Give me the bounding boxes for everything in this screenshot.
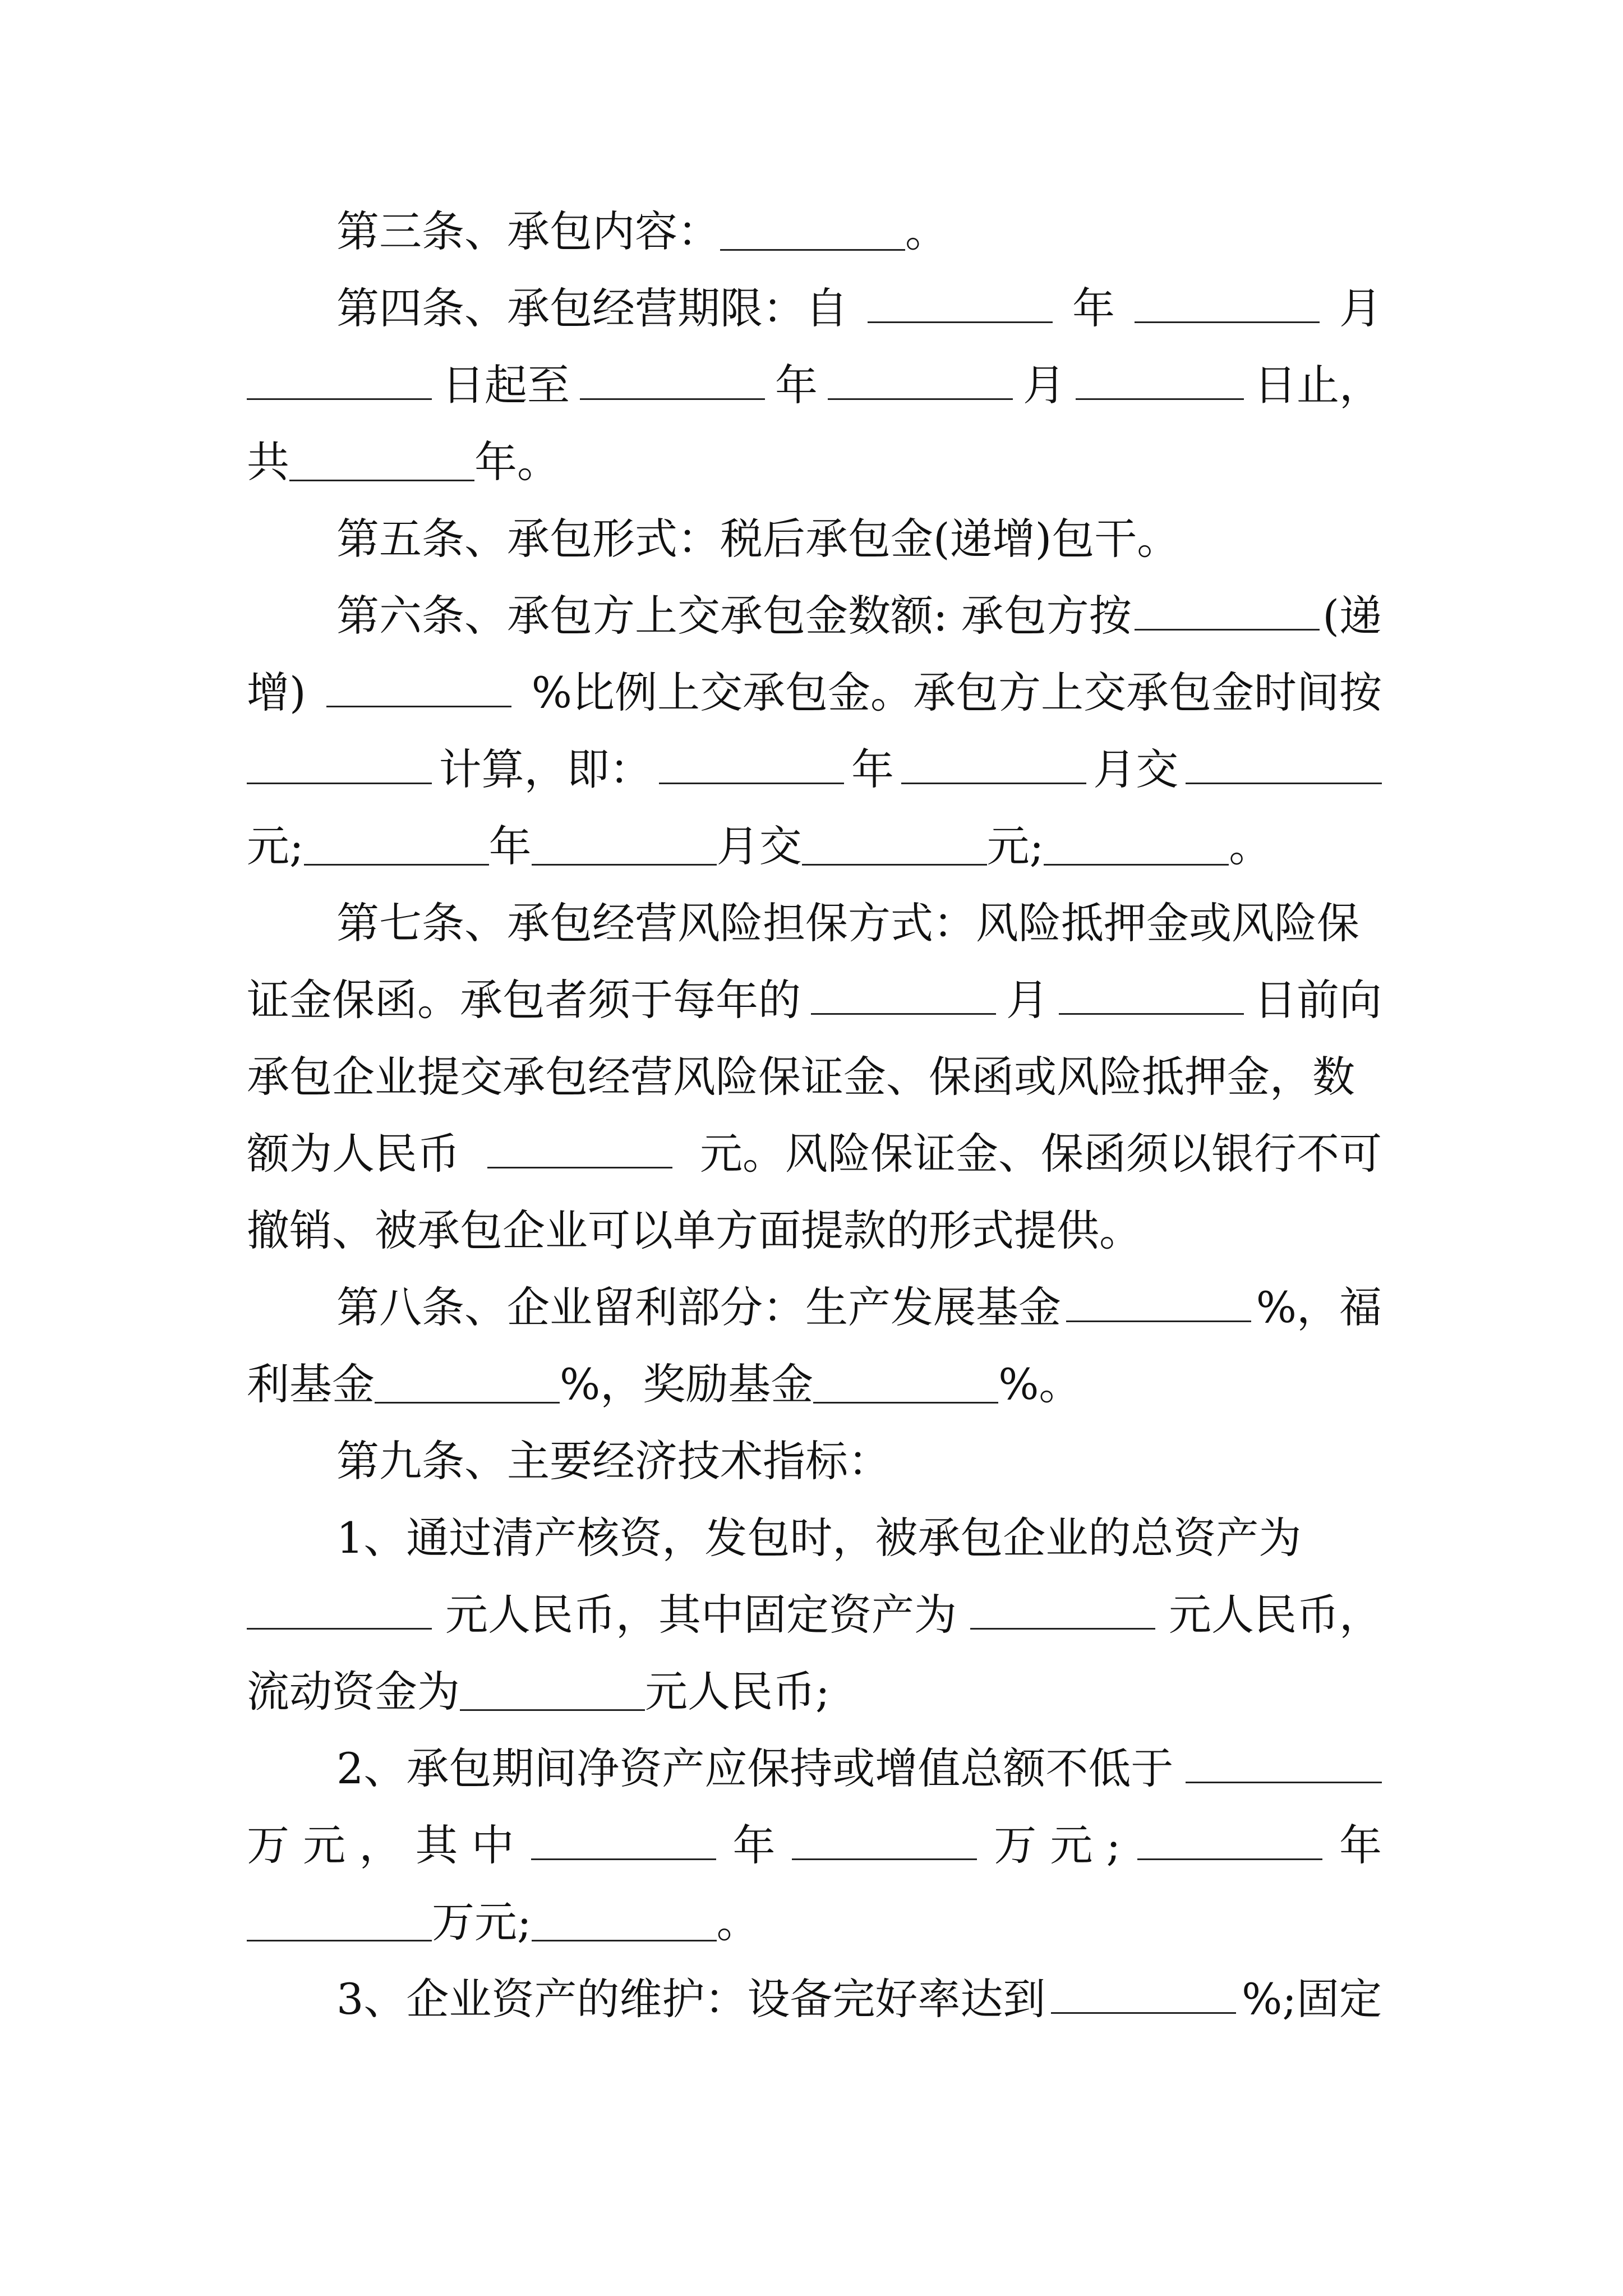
blank-field[interactable] <box>813 1363 998 1404</box>
article-6-line-1 <box>247 577 1382 654</box>
blank-field[interactable] <box>868 282 1053 323</box>
blank-field[interactable] <box>802 825 987 866</box>
article-6-text: 第六条、承包方上交承包金数额: 承包方按 <box>336 591 1132 641</box>
article-8-line-1 <box>247 1269 1382 1346</box>
text-fragment: 元。风险保证金、保函须以银行不可 <box>700 1129 1382 1179</box>
article-7-line-1 <box>247 885 1382 961</box>
blank-field[interactable] <box>1186 1742 1382 1783</box>
article-7-line-2 <box>247 961 1382 1038</box>
blank-field[interactable] <box>970 1589 1155 1630</box>
text-fragment: 流动资金为 <box>247 1667 460 1717</box>
article-3-text: 第三条、承包内容： <box>336 206 720 256</box>
blank-field[interactable] <box>375 1363 560 1404</box>
blank-field[interactable] <box>659 743 844 784</box>
item-3-line-1 <box>247 1961 1382 2037</box>
item-1-line-3 <box>247 1653 1382 1730</box>
text-fragment: 年 <box>1339 1820 1382 1870</box>
punct: 。 <box>905 206 948 256</box>
text-fragment: 月 <box>1023 360 1066 410</box>
text-fragment: 元; <box>986 821 1044 871</box>
article-6-line-2 <box>247 654 1382 731</box>
article-4-line-3 <box>247 424 1382 500</box>
blank-field[interactable] <box>1186 743 1382 784</box>
item-1-line-2 <box>247 1576 1382 1653</box>
text-fragment: 年。 <box>474 437 560 487</box>
article-8-text: 第八条、企业留利部分：生产发展基金 <box>336 1282 1061 1332</box>
article-7-text: 第七条、承包经营风险担保方式：风险抵押金或风险保 <box>336 898 1359 948</box>
blank-field[interactable] <box>304 825 489 866</box>
blank-field[interactable] <box>531 1819 716 1860</box>
blank-field[interactable] <box>247 359 432 400</box>
text-fragment: 年 <box>732 1820 776 1870</box>
blank-field[interactable] <box>811 974 996 1015</box>
article-9-text: 第九条、主要经济技术指标： <box>336 1436 891 1486</box>
text-fragment: 月交 <box>1093 744 1179 794</box>
article-6-line-4 <box>247 808 1382 885</box>
text-fragment: 撤销、被承包企业可以单方面提款的形式提供。 <box>247 1205 1142 1255</box>
blank-field[interactable] <box>460 1670 645 1711</box>
blank-field[interactable] <box>901 743 1086 784</box>
article-7-line-5 <box>247 1192 1382 1269</box>
blank-field[interactable] <box>1059 974 1244 1015</box>
blank-field[interactable] <box>580 359 765 400</box>
article-5-text: 第五条、承包形式：税后承包金(递增)包干。 <box>336 514 1180 564</box>
text-fragment: %比例上交承包金。承包方上交承包金时间按 <box>531 668 1382 717</box>
blank-field[interactable] <box>289 440 474 481</box>
blank-field[interactable] <box>1076 359 1244 400</box>
article-4-line-1 <box>247 270 1382 347</box>
text-fragment: 元人民币， <box>1169 1590 1382 1640</box>
text-fragment: 元人民币，其中固定资产为 <box>445 1590 957 1640</box>
blank-field[interactable] <box>1137 1819 1322 1860</box>
text-fragment: (递 <box>1322 591 1382 641</box>
text-fragment: 万元; <box>432 1897 532 1947</box>
text-fragment: 年 <box>488 821 532 871</box>
item-3-text: 3、企业资产的维护：设备完好率达到 <box>336 1974 1046 2024</box>
article-9-line <box>247 1423 1382 1499</box>
text-fragment: 年 <box>1072 283 1115 333</box>
article-5-line <box>247 500 1382 577</box>
blank-field[interactable] <box>326 666 511 707</box>
text-fragment: 日起至 <box>442 360 570 410</box>
text-fragment: %，福 <box>1256 1282 1382 1332</box>
blank-field[interactable] <box>1135 282 1320 323</box>
text-fragment: 元人民币; <box>645 1667 830 1717</box>
text-fragment: 万 元 ; <box>994 1820 1121 1870</box>
article-8-line-2 <box>247 1346 1382 1423</box>
text-fragment: %;固定 <box>1242 1974 1382 2024</box>
article-7-line-3 <box>247 1038 1382 1115</box>
text-fragment: %，奖励基金 <box>560 1359 814 1409</box>
text-fragment: %。 <box>998 1359 1082 1409</box>
text-fragment: 增) <box>247 668 306 717</box>
text-fragment: 日止， <box>1254 360 1382 410</box>
blank-field[interactable] <box>1044 825 1229 866</box>
blank-field[interactable] <box>532 1901 717 1941</box>
blank-field[interactable] <box>247 1589 432 1630</box>
text-fragment: 年 <box>775 360 818 410</box>
blank-field[interactable] <box>792 1819 977 1860</box>
text-fragment: 证金保函。承包者须于每年的 <box>247 975 801 1025</box>
text-fragment: 月 <box>1006 975 1049 1025</box>
text-fragment: 年 <box>851 744 894 794</box>
text-fragment: 承包企业提交承包经营风险保证金、保函或风险抵押金，数 <box>247 1052 1355 1102</box>
blank-field[interactable] <box>247 743 432 784</box>
text-fragment: 日前向 <box>1254 975 1382 1025</box>
article-4-line-2 <box>247 347 1382 424</box>
item-2-line-1 <box>247 1730 1382 1807</box>
article-6-line-3 <box>247 731 1382 808</box>
blank-field[interactable] <box>532 825 717 866</box>
text-fragment: 月 <box>1339 283 1382 333</box>
blank-field[interactable] <box>1066 1281 1251 1322</box>
blank-field[interactable] <box>720 210 905 251</box>
text-fragment: 元; <box>247 821 304 871</box>
item-2-text: 2、承包期间净资产应保持或增值总额不低于 <box>336 1743 1174 1793</box>
blank-field[interactable] <box>1135 590 1320 631</box>
blank-field[interactable] <box>247 1901 432 1941</box>
item-2-line-2 <box>247 1807 1382 1884</box>
text-fragment: 计算，即： <box>439 744 652 794</box>
item-1-text: 1、通过清产核资，发包时，被承包企业的总资产为 <box>336 1513 1302 1563</box>
text-fragment: 万 元 ， 其 中 <box>247 1820 514 1870</box>
article-7-line-4 <box>247 1115 1382 1192</box>
item-1-line-1 <box>247 1499 1382 1576</box>
article-4-text: 第四条、承包经营期限：自 <box>336 283 848 333</box>
blank-field[interactable] <box>1051 1973 1236 2014</box>
blank-field[interactable] <box>487 1128 672 1168</box>
item-2-line-3 <box>247 1884 1382 1961</box>
text-fragment: 额为人民币 <box>247 1129 460 1179</box>
text-fragment: 月交 <box>716 821 802 871</box>
blank-field[interactable] <box>828 359 1013 400</box>
text-fragment: 。 <box>716 1897 759 1947</box>
text-fragment: 利基金 <box>247 1359 375 1409</box>
text-fragment: 共 <box>247 437 289 487</box>
text-fragment: 。 <box>1229 821 1272 871</box>
article-3-line <box>247 193 1382 270</box>
